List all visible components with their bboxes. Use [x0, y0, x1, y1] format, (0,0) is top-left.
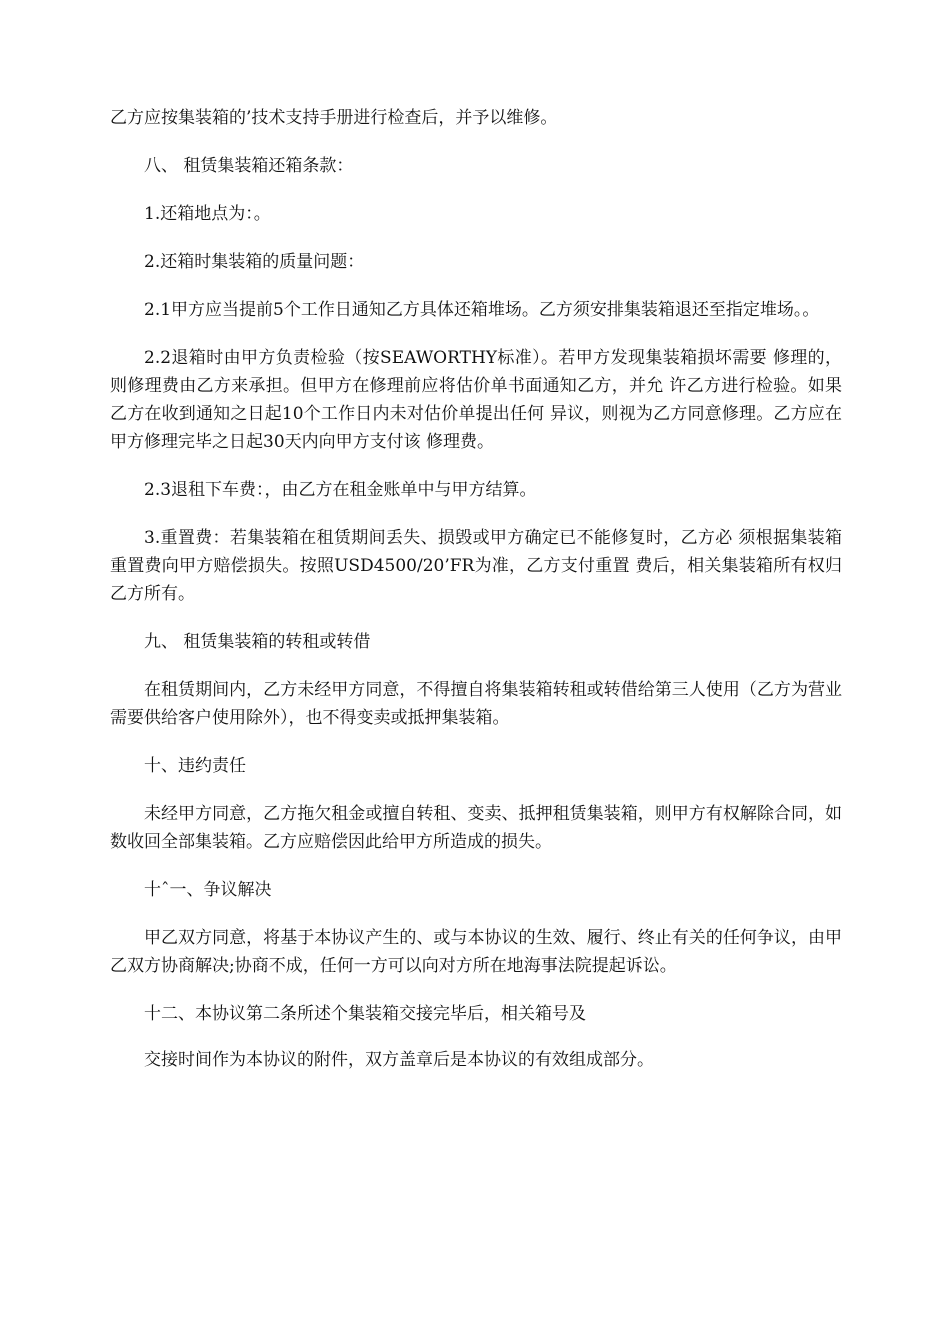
clause-3-replacement-fee: 3.重置费：若集装箱在租赁期间丢失、损毁或甲方确定已不能修复时，乙方必 须根据集装箱重置费向甲方赔偿损失。按照USD4500/20’FR为准，乙方支付重置 费后，相关集装箱所有权归乙方所有。	[110, 528, 842, 604]
heading-section-11: 十ˆ一、争议解决	[144, 880, 272, 900]
paragraph-maintenance: 乙方应按集装箱的’技术支持手册进行检查后，并予以维修。	[110, 108, 558, 128]
clause-return-location: 1.还箱地点为：。	[144, 204, 271, 224]
heading-section-12: 十二、本协议第二条所述个集装箱交接完毕后，相关箱号及	[144, 1004, 586, 1024]
heading-section-8: 八、 租赁集装箱还箱条款：	[144, 156, 354, 176]
paragraph-sublease: 在租赁期间内，乙方未经甲方同意，不得擅自将集装箱转租或转借给第三人使用（乙方为营业需要供给客户使用除外），也不得变卖或抵押集装箱。	[110, 680, 842, 728]
paragraph-dispute: 甲乙双方同意，将基于本协议产生的、或与本协议的生效、履行、终止有关的任何争议，由甲乙双方协商解决;协商不成，任何一方可以向对方所在地海事法院提起诉讼。	[110, 928, 842, 976]
clause-2-1: 2.1甲方应当提前5个工作日通知乙方具体还箱堆场。乙方须安排集装箱退还至指定堆场。。	[144, 300, 820, 320]
clause-return-quality: 2.还箱时集装箱的质量问题：	[144, 252, 365, 272]
clause-2-3: 2.3退租下车费：，由乙方在租金账单中与甲方结算。	[144, 480, 537, 500]
heading-section-10: 十、违约责任	[144, 756, 246, 776]
heading-section-9: 九、 租赁集装箱的转租或转借	[144, 632, 371, 652]
paragraph-liability: 未经甲方同意，乙方拖欠租金或擅自转租、变卖、抵押租赁集装箱，则甲方有权解除合同，如数收回全部集装箱。乙方应赔偿因此给甲方所造成的损失。	[110, 804, 842, 852]
document-body	[110, 104, 842, 1094]
paragraph-attachment: 交接时间作为本协议的附件，双方盖章后是本协议的有效组成部分。	[144, 1050, 654, 1070]
clause-2-2: 2.2退箱时由甲方负责检验（按SEAWORTHY标准）。若甲方发现集装箱损坏需要 修理的，则修理费由乙方来承担。但甲方在修理前应将估价单书面通知乙方，并允 许乙方进行检验。如果乙方在收到通知之日起10个工作日内未对估价单提出任何 异议，则视为乙方同意修理。乙方应在甲方修理完毕之日起30天内向甲方支付该 修理费。	[110, 348, 842, 452]
